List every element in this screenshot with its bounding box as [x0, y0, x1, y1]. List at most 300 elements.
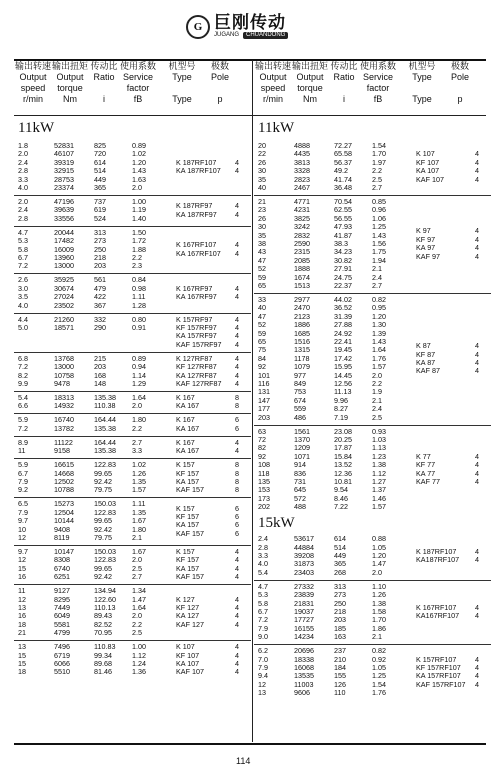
right-cell: 2590	[294, 239, 310, 248]
left-col-header-4	[156, 61, 208, 114]
right-cell: 2823	[294, 174, 310, 184]
left-cell: 30674	[54, 283, 74, 293]
right15-pole-cell: 4	[475, 671, 479, 681]
right-cell: 30.82	[334, 255, 352, 265]
right-pole-cell: 4	[475, 166, 479, 176]
right-type-cell: KAF 77	[416, 477, 440, 486]
right-cell: 1.25	[372, 222, 386, 232]
left-pole-cell: 6	[235, 520, 239, 530]
left-cell: 89.68	[94, 659, 112, 668]
left-cell: 33556	[54, 213, 74, 223]
left-cell: 8308	[54, 555, 70, 565]
left-cell: 16009	[54, 244, 74, 254]
right-cell: 56.37	[334, 157, 352, 167]
right-cell: 2.4	[372, 404, 382, 414]
right-cell: 1.23	[372, 451, 386, 461]
right-col-header-1	[292, 61, 328, 114]
col-header-line: i	[343, 94, 345, 104]
left-pole-cell: 4	[235, 240, 239, 250]
left-cell: 148	[94, 379, 106, 388]
left-type-cell: K 167	[176, 437, 195, 447]
left-cell: 5.9	[18, 415, 28, 425]
left-cell: 273	[94, 236, 106, 246]
left-cell: 92.42	[94, 572, 112, 582]
left-cell: 9158	[54, 446, 70, 456]
right-cell: 30	[258, 222, 266, 232]
right-col-header-4	[396, 61, 448, 114]
right15-cell: 110	[334, 688, 346, 698]
right15-cell: 126	[334, 679, 346, 689]
right-cell: 19.45	[334, 345, 352, 355]
left-cell: 1.57	[132, 485, 146, 495]
right15-cell: 12	[258, 679, 266, 689]
left-pole-cell: 4	[235, 611, 239, 621]
left-cell: 70.95	[94, 628, 112, 638]
left-cell: 13	[18, 642, 26, 652]
right15-cell: 614	[334, 534, 346, 544]
left-type-cell: K 127RF87	[176, 353, 213, 363]
right-cell: 2.2	[372, 166, 382, 176]
right15-cell: 9.4	[258, 671, 268, 681]
left-cell: 122.83	[94, 460, 116, 470]
left-cell: 2.7	[132, 437, 142, 447]
right-cell: 0.85	[372, 197, 386, 206]
left-cell: 0.91	[132, 323, 146, 332]
col-header-line: Output	[259, 72, 287, 82]
left-type-cell: KA 167RF97	[176, 292, 217, 302]
right-cell: 59	[258, 328, 266, 338]
right15-cell: 155	[334, 671, 346, 681]
left-cell: 1.35	[132, 477, 146, 486]
right-cell: 849	[294, 379, 306, 388]
right-cell: 20.25	[334, 435, 352, 444]
col-header-line: Service	[122, 72, 153, 82]
right15-cell: 0.82	[372, 646, 386, 656]
left-cell: 15	[18, 563, 26, 573]
right15-cell: 203	[334, 615, 346, 625]
left-cell: 164.44	[94, 437, 116, 447]
left-cell: 110.38	[94, 401, 116, 411]
right15-cell: 1.10	[372, 581, 386, 591]
left-cell: 9.7	[18, 516, 28, 526]
right15-pole-cell: 4	[475, 654, 479, 664]
right-cell: 753	[294, 387, 306, 397]
right15-cell: 1.47	[372, 559, 386, 569]
right15-cell: 237	[334, 646, 346, 656]
col-header-line: Nm	[303, 94, 317, 104]
right15-cell: 2.8	[258, 542, 268, 552]
col-header-line: p	[457, 94, 463, 104]
left-pole-cell: 4	[235, 619, 239, 629]
left-pole-cell: 8	[235, 477, 239, 486]
left-cell: 79.75	[94, 485, 112, 495]
brand-name-en: CHUANDONG	[243, 32, 288, 39]
right-cell: 101	[258, 370, 270, 380]
left-pole-cell: 4	[235, 166, 239, 176]
left-cell: 15	[18, 659, 26, 668]
left-cell: 92.42	[94, 477, 112, 486]
left-cell: 2.5	[132, 563, 142, 573]
right15-type-cell: KA167RF107	[416, 611, 460, 621]
right-cell: 2.1	[372, 395, 382, 405]
right15-type-cell: KA187RF107	[416, 555, 460, 565]
left-cell: 134.94	[94, 586, 116, 596]
left-cell: 17482	[54, 236, 74, 246]
left-cell: 0.80	[132, 314, 146, 324]
right-cell: 2977	[294, 295, 310, 304]
left-cell: 1.67	[132, 516, 146, 526]
left-type-cell: K 167	[176, 393, 195, 402]
right-cell: 15.95	[334, 362, 352, 372]
left-pole-cell: 4	[235, 331, 239, 341]
left-cell: 1.72	[132, 236, 146, 246]
left-cell: 1.36	[132, 667, 146, 677]
right-cell: 1.30	[372, 320, 386, 330]
left-pole-cell: 4	[235, 339, 239, 349]
left-cell: 6066	[54, 659, 70, 668]
left-type-cell: KF 157	[176, 555, 200, 565]
left-cell: 9.9	[18, 379, 28, 388]
right-cell: 1.37	[372, 485, 386, 495]
right-cell: 0.82	[372, 295, 386, 304]
left-cell: 3.3	[18, 174, 28, 184]
right-cell: 72.27	[334, 141, 352, 150]
left-cell: 110.83	[94, 642, 116, 652]
right-cell: 17.42	[334, 353, 352, 363]
left-cell: 514	[94, 166, 106, 176]
right-cell: 36.48	[334, 183, 352, 192]
right-cell: 24.92	[334, 328, 352, 338]
right-cell: 65	[258, 337, 266, 346]
right15-cell: 23839	[294, 590, 314, 600]
right-cell: 2467	[294, 183, 310, 192]
right-cell: 82	[258, 443, 266, 453]
right-cell: 65.58	[334, 149, 352, 159]
right-type-cell: KF 107	[416, 157, 440, 167]
left-cell: 7496	[54, 642, 70, 652]
right15-cell: 14234	[294, 632, 314, 642]
right-cell: 92	[258, 362, 266, 372]
left-cell: 332	[94, 314, 106, 324]
right-cell: 4435	[294, 149, 310, 159]
right-pole-cell: 4	[475, 251, 479, 261]
left-cell: 6.6	[18, 401, 28, 411]
left-cell: 2.5	[132, 628, 142, 638]
right-cell: 1.38	[372, 460, 386, 470]
left-type-cell: KA 157	[176, 563, 200, 573]
left-cell: 5510	[54, 667, 70, 677]
right-cell: 2085	[294, 255, 310, 265]
col-header-line: 极数	[450, 61, 469, 71]
right-cell: 20	[258, 141, 266, 150]
col-header-line: Output	[296, 72, 324, 82]
left-type-cell: KA 157	[176, 477, 200, 486]
left-cell: 10147	[54, 547, 74, 556]
left-cell: 47196	[54, 197, 74, 206]
left-cell: 15273	[54, 499, 74, 509]
right-cell: 153	[258, 485, 270, 495]
right-cell: 8.46	[334, 493, 348, 503]
right-cell: 2315	[294, 247, 310, 257]
left-cell: 7.2	[18, 362, 28, 372]
right-pole-cell: 4	[475, 341, 479, 351]
left-cell: 2.8	[18, 166, 28, 176]
right-cell: 38	[258, 239, 266, 248]
right15-cell: 4.7	[258, 581, 268, 591]
right-cell: 108	[258, 460, 270, 470]
right15-cell: 1.26	[372, 590, 386, 600]
left-cell: 6.5	[18, 499, 28, 509]
right-cell: 23.08	[334, 426, 352, 436]
left-pole-cell: 4	[235, 642, 239, 652]
left-type-cell: KA 157	[176, 520, 200, 530]
right15-cell: 5.4	[258, 567, 268, 577]
left-cell: 7.2	[18, 261, 28, 271]
right15-cell: 7.2	[258, 615, 268, 625]
left-cell: 0.94	[132, 362, 146, 372]
right-cell: 34.23	[334, 247, 352, 257]
right-type-cell: KF 97	[416, 234, 436, 244]
right-cell: 31.39	[334, 311, 352, 321]
right-cell: 15.84	[334, 451, 352, 461]
left-cell: 13782	[54, 423, 74, 433]
left-pole-cell: 4	[235, 603, 239, 612]
left-pole-cell: 4	[235, 201, 239, 211]
col-header-line: 机型号	[168, 61, 196, 71]
right-cell: 1.20	[372, 311, 386, 321]
left-pole-cell: 4	[235, 437, 239, 447]
right-cell: 1.43	[372, 337, 386, 346]
left-cell: 2.8	[18, 213, 28, 223]
left-cell: 13	[18, 603, 26, 612]
left-pole-cell: 4	[235, 292, 239, 302]
left-col-header-0	[14, 61, 52, 114]
right15-cell: 4.0	[258, 559, 268, 569]
left-cell: 9478	[54, 379, 70, 388]
left-cell: 11	[18, 446, 26, 456]
left-pole-cell: 4	[235, 379, 239, 388]
right-cell: 2470	[294, 303, 310, 313]
right-cell: 147	[258, 395, 270, 405]
right-cell: 27.91	[334, 264, 352, 274]
col-header-line: Output	[19, 72, 47, 82]
left-cell: 1.02	[132, 460, 146, 470]
left-cell: 2.6	[18, 275, 28, 285]
right-cell: 1.13	[372, 443, 386, 453]
left-type-cell: KA 107	[176, 659, 200, 668]
right-cell: 35	[258, 174, 266, 184]
right15-cell: 1.54	[372, 679, 386, 689]
right15-type-cell: K 187RF107	[416, 546, 457, 556]
left-col-header-3	[120, 61, 156, 114]
left-cell: 79.75	[94, 533, 112, 542]
right-cell: 49.2	[334, 166, 348, 176]
left-cell: 122.83	[94, 555, 116, 565]
left-cell: 5581	[54, 619, 70, 629]
right-cell: 72	[258, 435, 266, 444]
left-cell: 16740	[54, 415, 74, 425]
right-cell: 2123	[294, 311, 310, 321]
column-divider	[252, 60, 253, 742]
right15-cell: 313	[334, 581, 346, 591]
left-cell: 39319	[54, 157, 74, 167]
right-cell: 75	[258, 345, 266, 355]
right-section-heading-15kw: 15kW	[258, 515, 295, 532]
right-cell: 7.22	[334, 502, 348, 512]
right-cell: 1315	[294, 345, 310, 355]
group-separator	[254, 425, 491, 426]
right-cell: 92	[258, 451, 266, 461]
left-col-header-1	[52, 61, 88, 114]
right-cell: 59	[258, 272, 266, 282]
left-pole-cell: 4	[235, 563, 239, 573]
right-cell: 1886	[294, 320, 310, 330]
right15-cell: 23403	[294, 567, 314, 577]
left-cell: 18313	[54, 393, 74, 402]
left-cell: 825	[94, 141, 106, 150]
group-separator	[14, 391, 251, 392]
right-cell: 135	[258, 477, 270, 486]
left-type-cell: K 157RF97	[176, 314, 213, 324]
left-section-heading-11kw: 11kW	[18, 120, 55, 136]
right-cell: 2.4	[372, 272, 382, 282]
right-pole-cell: 4	[475, 174, 479, 184]
left-type-cell: KAF 107	[176, 667, 204, 677]
right-cell: 1071	[294, 451, 310, 461]
right15-cell: 1.20	[372, 551, 386, 560]
right-cell: 2.2	[372, 379, 382, 388]
right-pole-cell: 4	[475, 226, 479, 236]
right-cell: 47	[258, 311, 266, 321]
left-cell: 6740	[54, 563, 70, 573]
left-cell: 23374	[54, 183, 74, 192]
right-pole-cell: 4	[475, 468, 479, 478]
left-pole-cell: 4	[235, 547, 239, 556]
left-cell: 5.8	[18, 244, 28, 254]
left-cell: 1.26	[132, 468, 146, 478]
table-header-left	[14, 61, 232, 114]
right-type-cell: KAF 97	[416, 251, 440, 261]
left-cell: 1.34	[132, 586, 146, 596]
left-cell: 46107	[54, 149, 74, 159]
right-cell: 12.56	[334, 379, 352, 388]
left-cell: 6.7	[18, 468, 28, 478]
left-cell: 3.5	[18, 292, 28, 302]
right-cell: 1.12	[372, 468, 386, 478]
right-col-header-5	[448, 61, 472, 114]
right15-cell: 365	[334, 559, 346, 569]
right-cell: 731	[294, 477, 306, 486]
left-cell: 290	[94, 323, 106, 332]
left-cell: 99.65	[94, 516, 112, 526]
left-cell: 1.14	[132, 370, 146, 380]
left-cell: 215	[94, 353, 106, 363]
left-pole-cell: 6	[235, 415, 239, 425]
col-header-line: torque	[57, 83, 83, 93]
right15-type-cell: KF 157RF107	[416, 663, 461, 672]
right15-cell: 0.92	[372, 654, 386, 664]
left-type-cell: KAF 157	[176, 572, 204, 582]
left-cell: 5.3	[18, 236, 28, 246]
right-cell: 63	[258, 426, 266, 436]
left-cell: 203	[94, 261, 106, 271]
left-cell: 5.9	[18, 460, 28, 470]
right-cell: 1.9	[372, 387, 382, 397]
left-pole-cell: 4	[235, 283, 239, 293]
left-cell: 1.19	[132, 205, 146, 215]
col-header-line: 输出扭矩	[52, 61, 89, 71]
group-separator	[14, 226, 251, 227]
right-cell: 65	[258, 281, 266, 290]
left-cell: 18	[18, 619, 26, 629]
right-cell: 52	[258, 320, 266, 330]
col-header-line	[448, 83, 472, 94]
left-cell: 2.4	[18, 157, 28, 167]
left-type-cell: K 107	[176, 642, 195, 652]
group-separator	[14, 545, 251, 546]
left-cell: 6251	[54, 572, 70, 582]
left-cell: 8295	[54, 594, 70, 604]
right-cell: 2832	[294, 230, 310, 240]
left-cell: 1.63	[132, 174, 146, 184]
header-bottom-rule	[14, 115, 486, 116]
right-cell: 4888	[294, 141, 310, 150]
left-cell: 16	[18, 611, 26, 621]
right-type-cell: KAF 107	[416, 174, 444, 184]
left-cell: 135.38	[94, 423, 116, 433]
right-pole-cell: 4	[475, 477, 479, 486]
right15-cell: 449	[334, 551, 346, 560]
left-cell: 20044	[54, 227, 74, 237]
right15-cell: 1.58	[372, 607, 386, 616]
left-cell: 14668	[54, 468, 74, 478]
left-cell: 10788	[54, 485, 74, 495]
right-cell: 4771	[294, 197, 310, 206]
right15-type-cell: K 167RF107	[416, 602, 457, 612]
col-header-line: Type	[172, 72, 192, 82]
left-cell: 1.43	[132, 166, 146, 176]
left-cell: 313	[94, 227, 106, 237]
right-cell: 33	[258, 295, 266, 304]
right-cell: 21	[258, 197, 266, 206]
left-type-cell: KA 127RF87	[176, 370, 217, 380]
right-cell: 1.57	[372, 362, 386, 372]
right15-type-cell: K 157RF107	[416, 654, 457, 664]
right15-cell: 2.4	[258, 534, 268, 544]
left-cell: 8119	[54, 533, 70, 542]
right-cell: 11.13	[334, 387, 352, 397]
right-type-cell: K 87	[416, 341, 431, 351]
left-pole-cell: 4	[235, 157, 239, 167]
left-cell: 614	[94, 157, 106, 167]
left-type-cell: K 167	[176, 415, 195, 425]
left-type-cell: KF 157	[176, 468, 200, 478]
left-type-cell: KA 187RF107	[176, 166, 221, 176]
left-cell: 2.0	[132, 183, 142, 192]
left-type-cell: K 167RF107	[176, 240, 217, 250]
left-cell: 135.38	[94, 446, 116, 456]
left-type-cell: KAF 157	[176, 485, 204, 495]
right-pole-cell: 4	[475, 366, 479, 376]
left-cell: 0.89	[132, 141, 146, 150]
right-cell: 1674	[294, 272, 310, 282]
right15-cell: 273	[334, 590, 346, 600]
left-cell: 99.65	[94, 468, 112, 478]
right-cell: 3328	[294, 166, 310, 176]
left-pole-cell: 6	[235, 528, 239, 538]
right-cell: 1.43	[372, 230, 386, 240]
right-cell: 2.5	[372, 412, 382, 422]
